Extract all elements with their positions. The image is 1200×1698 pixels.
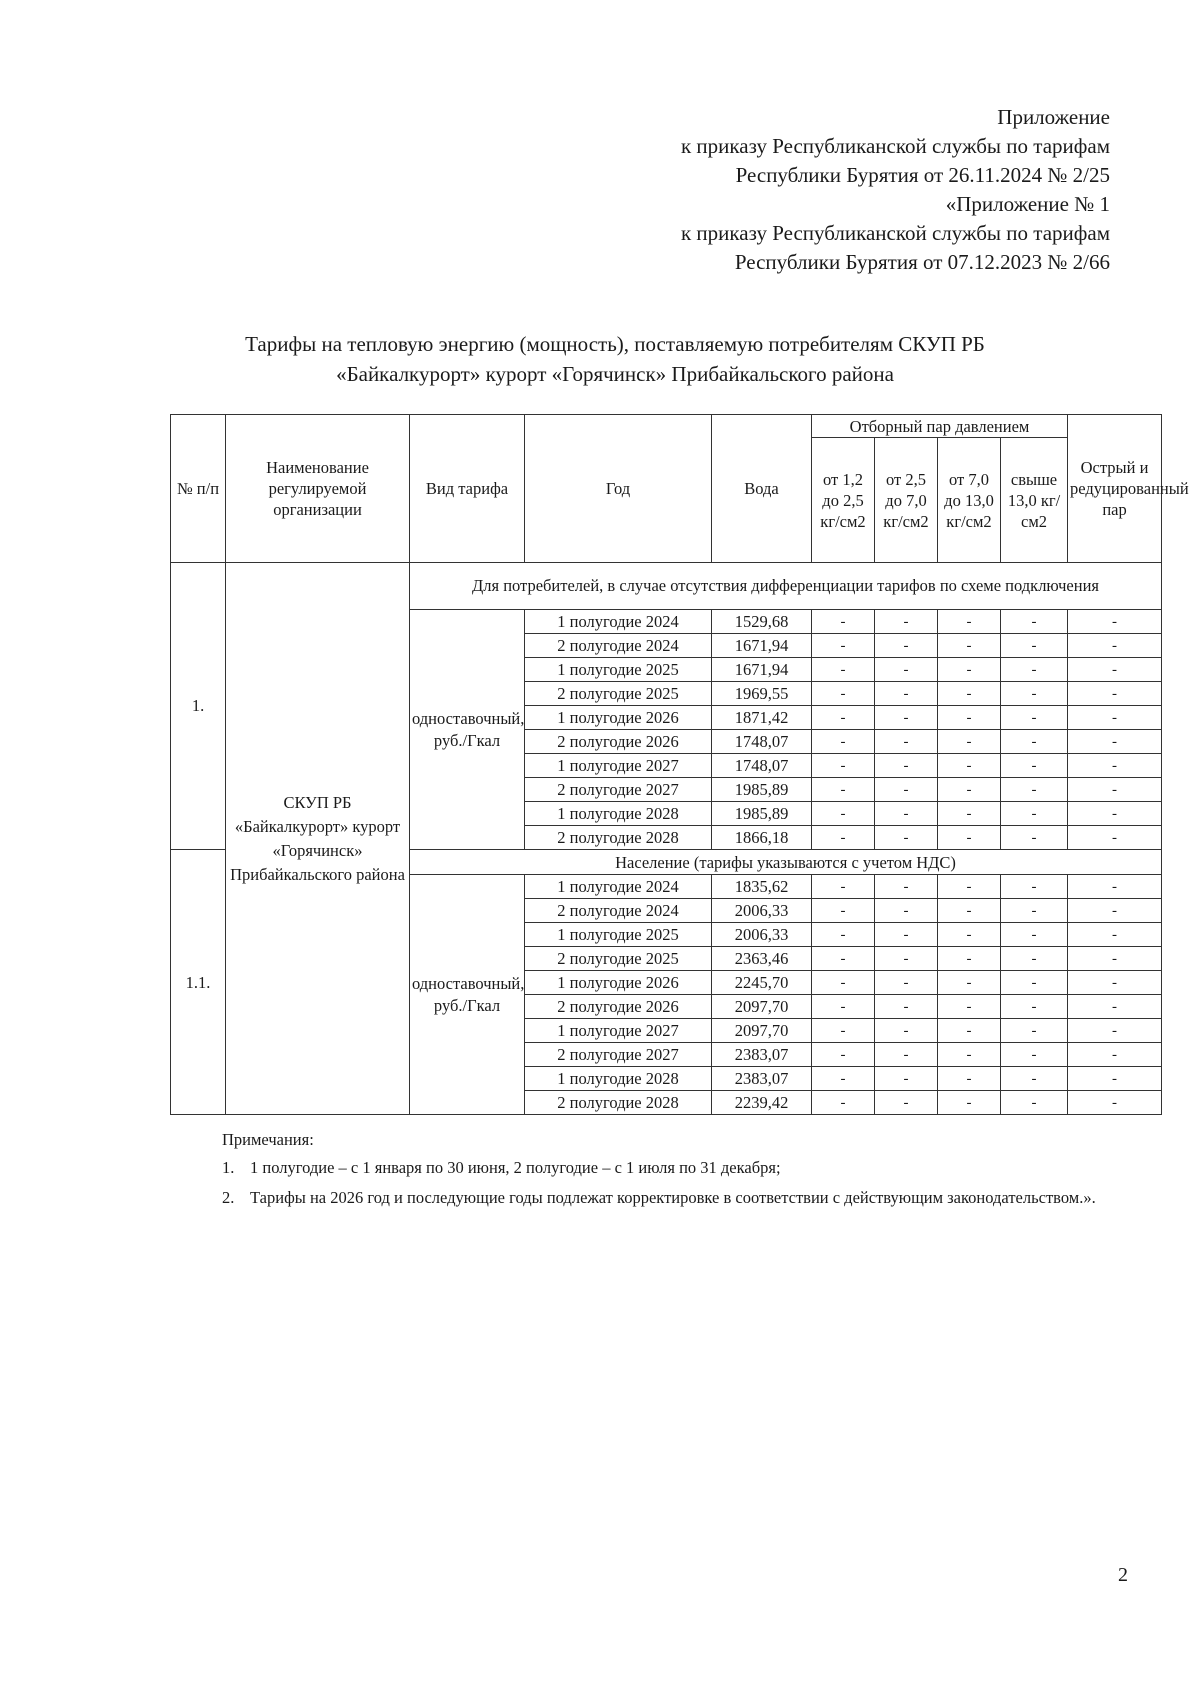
steam-tariff-cell: - [812, 995, 875, 1019]
period-cell: 1 полугодие 2027 [525, 754, 712, 778]
water-tariff-cell: 1871,42 [712, 706, 812, 730]
steam-tariff-cell: - [938, 802, 1001, 826]
period-cell: 1 полугодие 2028 [525, 1067, 712, 1091]
col-header-year: Год [525, 415, 712, 563]
note-number: 1. [222, 1158, 235, 1177]
title-line-2: «Байкалкурорт» курорт «Горячинск» Прибайкальского района [336, 362, 894, 386]
col-header-type: Вид тарифа [410, 415, 525, 563]
row-number: 1.1. [171, 850, 226, 1115]
steam-tariff-cell: - [1001, 802, 1068, 826]
steam-tariff-cell: - [1068, 730, 1162, 754]
steam-tariff-cell: - [1068, 610, 1162, 634]
steam-tariff-cell: - [812, 899, 875, 923]
steam-tariff-cell: - [938, 634, 1001, 658]
steam-tariff-cell: - [1001, 899, 1068, 923]
steam-tariff-cell: - [1001, 610, 1068, 634]
section-heading-row [171, 563, 1162, 610]
steam-tariff-cell: - [1068, 754, 1162, 778]
period-cell: 1 полугодие 2024 [525, 610, 712, 634]
steam-tariff-cell: - [1068, 778, 1162, 802]
appendix-header [681, 103, 1110, 277]
water-tariff-cell: 1969,55 [712, 682, 812, 706]
steam-tariff-cell: - [875, 682, 938, 706]
steam-tariff-cell: - [1001, 923, 1068, 947]
period-cell: 2 полугодие 2026 [525, 730, 712, 754]
water-tariff-cell: 2383,07 [712, 1043, 812, 1067]
steam-tariff-cell: - [1068, 995, 1162, 1019]
steam-tariff-cell: - [875, 706, 938, 730]
document-title [170, 329, 1060, 389]
notes-list [222, 1156, 1160, 1210]
steam-tariff-cell: - [938, 778, 1001, 802]
steam-tariff-cell: - [1068, 1091, 1162, 1115]
steam-tariff-cell: - [875, 826, 938, 850]
header-line: Республики Бурятия от 07.12.2023 № 2/66 [734, 250, 1110, 274]
water-tariff-cell: 2239,42 [712, 1091, 812, 1115]
notes-title: Примечания: [222, 1130, 314, 1149]
note-item [222, 1186, 1160, 1210]
section-heading: Население (тарифы указываются с учетом НДС) [410, 850, 1162, 875]
period-cell: 1 полугодие 2025 [525, 923, 712, 947]
col-header-org: Наименование регулируемой организации [226, 415, 410, 563]
steam-tariff-cell: - [1001, 778, 1068, 802]
col-header-steam-2: от 2,5 до 7,0 кг/см2 [875, 438, 938, 563]
col-header-steam-1: от 1,2 до 2,5 кг/см2 [812, 438, 875, 563]
steam-tariff-cell: - [938, 754, 1001, 778]
steam-tariff-cell: - [1001, 1067, 1068, 1091]
steam-tariff-cell: - [1068, 802, 1162, 826]
steam-tariff-cell: - [1001, 1019, 1068, 1043]
header-line: Приложение [997, 105, 1110, 129]
period-cell: 1 полугодие 2027 [525, 1019, 712, 1043]
steam-tariff-cell: - [875, 1043, 938, 1067]
water-tariff-cell: 2006,33 [712, 923, 812, 947]
steam-tariff-cell: - [938, 1091, 1001, 1115]
steam-tariff-cell: - [1001, 995, 1068, 1019]
steam-tariff-cell: - [812, 923, 875, 947]
steam-tariff-cell: - [812, 778, 875, 802]
col-header-steam-4: свыше 13,0 кг/см2 [1001, 438, 1068, 563]
steam-tariff-cell: - [1001, 682, 1068, 706]
steam-tariff-cell: - [812, 1043, 875, 1067]
water-tariff-cell: 1866,18 [712, 826, 812, 850]
note-number: 2. [222, 1188, 235, 1207]
header-line: к приказу Республиканской службы по тарифам [680, 134, 1110, 158]
water-tariff-cell: 1529,68 [712, 610, 812, 634]
steam-tariff-cell: - [1001, 1091, 1068, 1115]
water-tariff-cell: 2097,70 [712, 1019, 812, 1043]
steam-tariff-cell: - [1068, 634, 1162, 658]
col-header-steam-group: Отборный пар давлением [812, 415, 1068, 438]
water-tariff-cell: 1671,94 [712, 634, 812, 658]
steam-tariff-cell: - [875, 923, 938, 947]
steam-tariff-cell: - [938, 826, 1001, 850]
steam-tariff-cell: - [875, 634, 938, 658]
period-cell: 2 полугодие 2028 [525, 1091, 712, 1115]
water-tariff-cell: 1985,89 [712, 802, 812, 826]
col-header-sharp-steam: Острый и редуцированный пар [1068, 415, 1162, 563]
steam-tariff-cell: - [938, 971, 1001, 995]
tariff-type: одноставочный, руб./Гкал [410, 610, 525, 850]
steam-tariff-cell: - [1068, 971, 1162, 995]
steam-tariff-cell: - [1068, 826, 1162, 850]
steam-tariff-cell: - [1001, 754, 1068, 778]
period-cell: 2 полугодие 2024 [525, 634, 712, 658]
tariff-table-body [171, 563, 1162, 1115]
steam-tariff-cell: - [938, 1067, 1001, 1091]
steam-tariff-cell: - [812, 1091, 875, 1115]
steam-tariff-cell: - [812, 1019, 875, 1043]
period-cell: 1 полугодие 2025 [525, 658, 712, 682]
steam-tariff-cell: - [1068, 706, 1162, 730]
steam-tariff-cell: - [1001, 706, 1068, 730]
steam-tariff-cell: - [812, 610, 875, 634]
period-cell: 1 полугодие 2028 [525, 802, 712, 826]
steam-tariff-cell: - [1001, 826, 1068, 850]
water-tariff-cell: 1985,89 [712, 778, 812, 802]
steam-tariff-cell: - [812, 754, 875, 778]
steam-tariff-cell: - [812, 634, 875, 658]
steam-tariff-cell: - [812, 658, 875, 682]
steam-tariff-cell: - [938, 923, 1001, 947]
water-tariff-cell: 2006,33 [712, 899, 812, 923]
steam-tariff-cell: - [875, 875, 938, 899]
steam-tariff-cell: - [938, 730, 1001, 754]
steam-tariff-cell: - [938, 706, 1001, 730]
notes-block [222, 1128, 1160, 1216]
tariff-table [170, 414, 1189, 1115]
steam-tariff-cell: - [812, 802, 875, 826]
steam-tariff-cell: - [938, 875, 1001, 899]
steam-tariff-cell: - [938, 658, 1001, 682]
period-cell: 2 полугодие 2026 [525, 995, 712, 1019]
steam-tariff-cell: - [1068, 899, 1162, 923]
water-tariff-cell: 2363,46 [712, 947, 812, 971]
steam-tariff-cell: - [938, 610, 1001, 634]
steam-tariff-cell: - [812, 947, 875, 971]
steam-tariff-cell: - [875, 658, 938, 682]
note-item [222, 1156, 1160, 1180]
steam-tariff-cell: - [1001, 947, 1068, 971]
note-text: Тарифы на 2026 год и последующие годы подлежат корректировке в соответствии с действующим законодательством.». [250, 1188, 1096, 1207]
steam-tariff-cell: - [812, 730, 875, 754]
steam-tariff-cell: - [875, 778, 938, 802]
steam-tariff-cell: - [812, 682, 875, 706]
steam-tariff-cell: - [938, 1019, 1001, 1043]
tariff-type: одноставочный, руб./Гкал [410, 875, 525, 1115]
col-header-water: Вода [712, 415, 812, 563]
steam-tariff-cell: - [938, 947, 1001, 971]
steam-tariff-cell: - [1068, 1043, 1162, 1067]
steam-tariff-cell: - [938, 682, 1001, 706]
steam-tariff-cell: - [875, 610, 938, 634]
water-tariff-cell: 1671,94 [712, 658, 812, 682]
steam-tariff-cell: - [875, 730, 938, 754]
water-tariff-cell: 1748,07 [712, 754, 812, 778]
period-cell: 2 полугодие 2028 [525, 826, 712, 850]
steam-tariff-cell: - [938, 899, 1001, 923]
period-cell: 2 полугодие 2027 [525, 778, 712, 802]
water-tariff-cell: 2097,70 [712, 995, 812, 1019]
steam-tariff-cell: - [1001, 634, 1068, 658]
steam-tariff-cell: - [875, 802, 938, 826]
steam-tariff-cell: - [812, 1067, 875, 1091]
header-line: к приказу Республиканской службы по тарифам [680, 221, 1110, 245]
water-tariff-cell: 1748,07 [712, 730, 812, 754]
organization-name: СКУП РБ «Байкалкурорт» курорт «Горячинск» Прибайкальского района [226, 563, 410, 1115]
steam-tariff-cell: - [875, 899, 938, 923]
steam-tariff-cell: - [1068, 1019, 1162, 1043]
col-header-num: № п/п [171, 415, 226, 563]
row-number: 1. [171, 563, 226, 850]
period-cell: 1 полугодие 2024 [525, 875, 712, 899]
steam-tariff-cell: - [1001, 1043, 1068, 1067]
water-tariff-cell: 1835,62 [712, 875, 812, 899]
steam-tariff-cell: - [1001, 730, 1068, 754]
section-heading: Для потребителей, в случае отсутствия дифференциации тарифов по схеме подключения [410, 563, 1162, 610]
steam-tariff-cell: - [1001, 658, 1068, 682]
steam-tariff-cell: - [812, 875, 875, 899]
header-line: Республики Бурятия от 26.11.2024 № 2/25 [735, 163, 1110, 187]
steam-tariff-cell: - [938, 995, 1001, 1019]
period-cell: 1 полугодие 2026 [525, 706, 712, 730]
period-cell: 2 полугодие 2027 [525, 1043, 712, 1067]
water-tariff-cell: 2383,07 [712, 1067, 812, 1091]
period-cell: 2 полугодие 2025 [525, 947, 712, 971]
steam-tariff-cell: - [938, 1043, 1001, 1067]
note-text: 1 полугодие – с 1 января по 30 июня, 2 полугодие – с 1 июля по 31 декабря; [250, 1158, 781, 1177]
water-tariff-cell: 2245,70 [712, 971, 812, 995]
steam-tariff-cell: - [812, 971, 875, 995]
steam-tariff-cell: - [875, 947, 938, 971]
title-line-1: Тарифы на тепловую энергию (мощность), поставляемую потребителям СКУП РБ [245, 332, 985, 356]
header-line: «Приложение № 1 [945, 192, 1110, 216]
steam-tariff-cell: - [1068, 923, 1162, 947]
steam-tariff-cell: - [1068, 682, 1162, 706]
steam-tariff-cell: - [875, 754, 938, 778]
steam-tariff-cell: - [875, 1091, 938, 1115]
steam-tariff-cell: - [1001, 875, 1068, 899]
steam-tariff-cell: - [812, 706, 875, 730]
steam-tariff-cell: - [1068, 658, 1162, 682]
steam-tariff-cell: - [875, 995, 938, 1019]
steam-tariff-cell: - [1001, 971, 1068, 995]
steam-tariff-cell: - [1068, 1067, 1162, 1091]
steam-tariff-cell: - [812, 826, 875, 850]
steam-tariff-cell: - [1068, 947, 1162, 971]
period-cell: 1 полугодие 2026 [525, 971, 712, 995]
steam-tariff-cell: - [875, 1019, 938, 1043]
col-header-steam-3: от 7,0 до 13,0 кг/см2 [938, 438, 1001, 563]
steam-tariff-cell: - [875, 971, 938, 995]
steam-tariff-cell: - [875, 1067, 938, 1091]
period-cell: 2 полугодие 2025 [525, 682, 712, 706]
period-cell: 2 полугодие 2024 [525, 899, 712, 923]
steam-tariff-cell: - [1068, 875, 1162, 899]
page-number: 2 [1118, 1564, 1128, 1586]
